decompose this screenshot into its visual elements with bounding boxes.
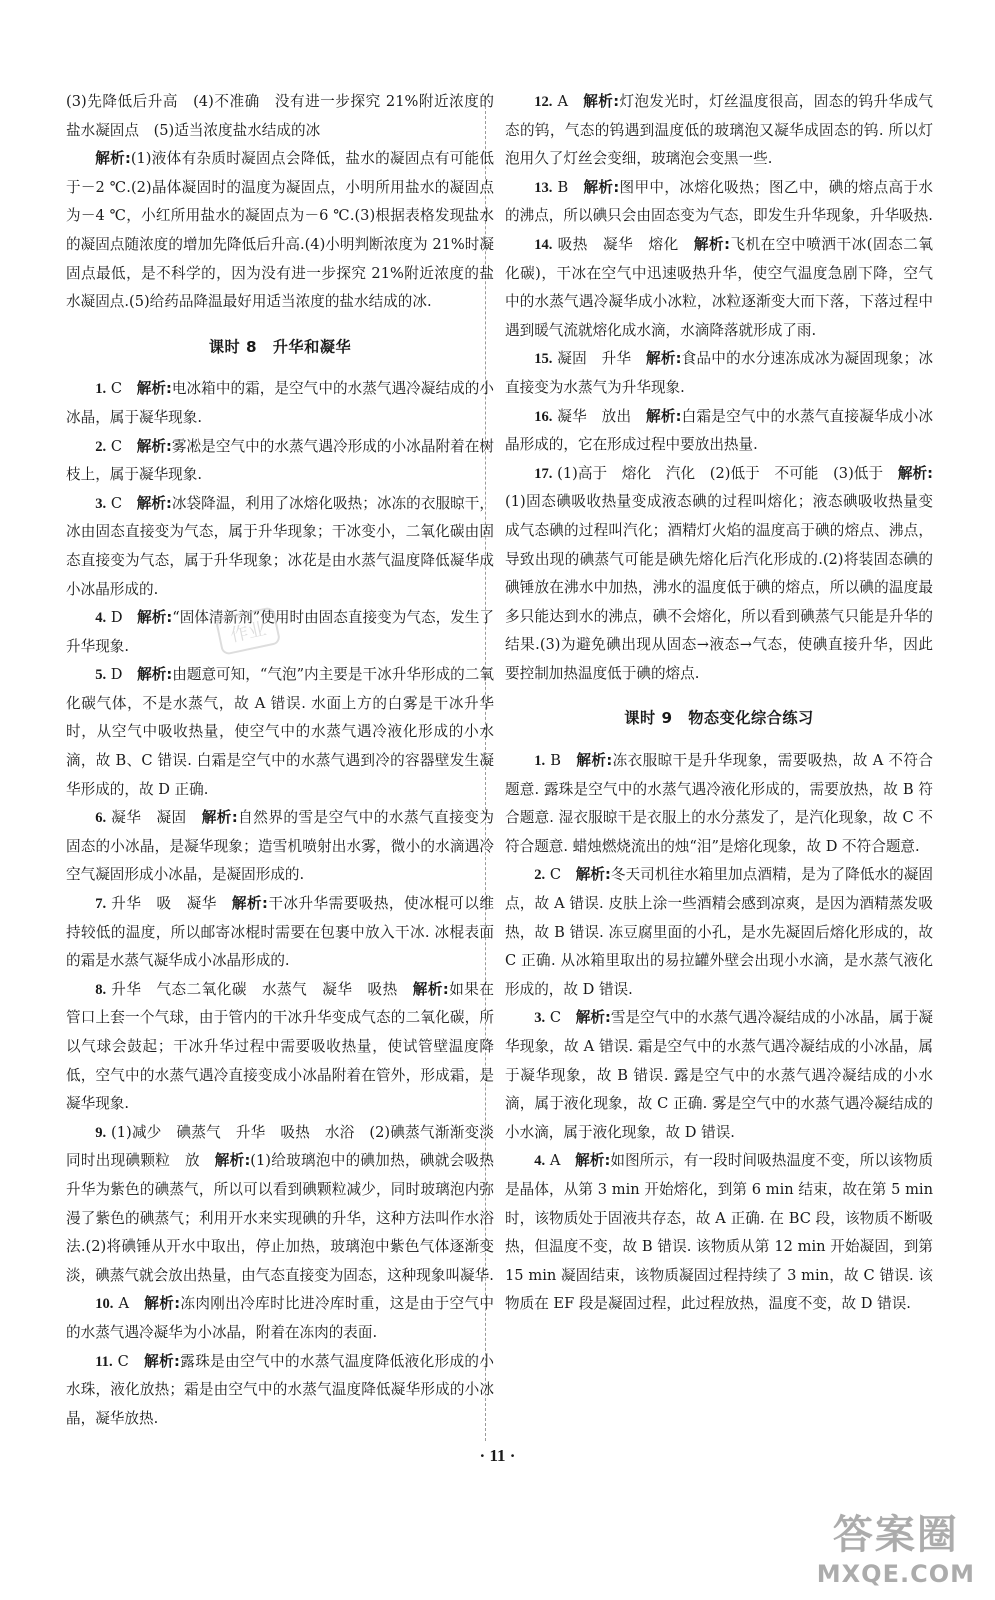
question-item: 4. A 解析:如图所示，有一段时间吸热温度不变，所以该物质是晶体，从第 3 min 开始熔化，到第 6 min 结束，故在第 5 min 时，该物质处于固液共存态，故 A 正确. 在 BC 段，该物质不断吸热，但温度不变，故 B 错误. 该物质从第 12 min 开始凝固，到第 15 min 凝固结束，该物质凝固过程持续了 3 min，故 C 错误. 该物质在 EF 段是凝固过程，此过程放热，温度不变，故 D 错误. bbox=[505, 1152, 933, 1313]
question-item: 2. C 解析:雾凇是空气中的水蒸气遇冷形成的小冰晶附着在树枝上，属于凝华现象. bbox=[66, 437, 494, 484]
question-item: 8. 升华 气态二氧化碳 水蒸气 凝华 吸热 解析:如果在管口上套一个气球，由于管内的干冰升华变成气态的二氧化碳，所以气球会鼓起；干冰升华过程中需要吸收热量，使试管壁温度降低，空气中的水蒸气遇冷直接变成小冰晶附着在管外，形成霜，是凝华现象. bbox=[66, 980, 494, 1113]
question-item: 13. B 解析:图甲中，冰熔化吸热；图乙中，碘的熔点高于水的沸点，所以碘只会由固态变为气态，即发生升华现象，升华吸热. bbox=[505, 178, 933, 225]
question-item: 9. (1)减少 碘蒸气 升华 吸热 水浴 (2)碘蒸气渐渐变淡同时出现碘颗粒 放 解析:(1)给玻璃泡中的碘加热，碘就会吸热升华为紫色的碘蒸气，所以可以看到碘颗粒减少，同时玻璃泡内弥漫了紫色的碘蒸气；利用开水来实现碘的升华，这种方法叫作水浴法.(2)将碘锤从开水中取出，停止加热，玻璃泡中紫色气体逐渐变淡，碘蒸气就会放出热量，由气态直接变为固态，这种现象叫凝华. bbox=[66, 1123, 494, 1284]
left-column bbox=[66, 88, 494, 1433]
question-item: 12. A 解析:灯泡发光时，灯丝温度很高，固态的钨升华成气态的钨，气态的钨遇到温度低的玻璃泡又凝华成固态的钨. 所以灯泡用久了灯丝会变细，玻璃泡会变黑一些. bbox=[505, 93, 933, 168]
question-item: 11. C 解析:露珠是由空气中的水蒸气温度降低液化形成的小水珠，液化放热；霜是由空气中的水蒸气温度降低凝华形成的小冰晶，凝华放热. bbox=[66, 1352, 494, 1427]
question-item: 7. 升华 吸 凝华 解析:干冰升华需要吸热，使冰棍可以维持较低的温度，所以邮寄冰棍时需要在包裹中放入干冰. 冰棍表面的霜是水蒸气凝华成小冰晶形成的. bbox=[66, 895, 494, 970]
intro-analysis: 解析:(1)液体有杂质时凝固点会降低，盐水的凝固点有可能低于－2 ℃.(2)晶体凝固时的温度为凝固点，小明所用盐水的凝固点为－4 ℃，小红所用盐水的凝固点为－6 ℃.(3)根据表格发现盐水的凝固点随浓度的增加先降低后升高.(4)小明判断浓度为 21%时凝固点最低，是不科学的，因为没有进一步探究 21%附近浓度的盐水凝固点.(5)给药品降温最好用适当浓度的盐水结成的冰. bbox=[66, 150, 494, 311]
section-heading-8: 课时 8 升华和凝华 bbox=[208, 337, 352, 356]
analysis-label: 解析: bbox=[95, 150, 131, 168]
question-item: 3. C 解析:冰袋降温，利用了冰熔化吸热；冰冻的衣服晾干，冰由固态直接变为气态，属于升华现象；干冰变小，二氧化碳由固态直接变为气态，属于升华现象；冰花是由水蒸气温度降低凝华成小冰晶形成的. bbox=[66, 494, 494, 598]
question-item: 16. 凝华 放出 解析:白霜是空气中的水蒸气直接凝华成小冰晶形成的，它在形成过程中要放出热量. bbox=[505, 407, 933, 454]
question-item: 5. D 解析:由题意可知，“气泡”内主要是干冰升华形成的二氧化碳气体，不是水蒸气，故 A 错误. 水面上方的白雾是干冰升华时，从空气中吸收热量，使空气中的水蒸气遇冷液化形成的小水滴，故 B、C 错误. 白霜是空气中的水蒸气遇到冷的容器壁发生凝华形成的，故 D 正确. bbox=[66, 666, 494, 798]
watermark-logo: 答案圈 MXQE.COM bbox=[816, 1512, 975, 1588]
question-item: 6. 凝华 凝固 解析:自然界的雪是空气中的水蒸气直接变为固态的小冰晶，是凝华现象；造雪机喷射出水雾，微小的水滴遇冷空气凝固形成小冰晶，是凝固形成的. bbox=[66, 809, 494, 884]
intro-answer: (3)先降低后升高 (4)不准确 没有进一步探究 21%附近浓度的盐水凝固点 (5)适当浓度盐水结成的冰 bbox=[66, 93, 494, 139]
question-item: 17. (1)高于 熔化 汽化 (2)低于 不可能 (3)低于 解析:(1)固态碘吸收热量变成液态碘的过程叫熔化；液态碘吸收热量变成气态碘的过程叫汽化；酒精灯火焰的温度高于碘的熔点、沸点，导致出现的碘蒸气可能是碘先熔化后汽化形成的.(2)将装固态碘的碘锤放在沸水中加热，沸水的温度低于碘的熔点，所以碘的温度最多只能达到水的沸点，碘不会熔化，所以看到碘蒸气只能是升华的结果.(3)为避免碘出现从固态→液态→气态，使碘直接升华，因此要控制加热温度低于碘的熔点. bbox=[505, 464, 933, 682]
question-item: 15. 凝固 升华 解析:食品中的水分速冻成冰为凝固现象；冰直接变为水蒸气为升华现象. bbox=[505, 350, 933, 396]
right-column bbox=[505, 88, 933, 1319]
section-heading-9: 课时 9 物态变化综合练习 bbox=[624, 709, 814, 728]
watermark-stamp: 作业 bbox=[215, 606, 282, 656]
question-item: 1. C 解析:电冰箱中的霜，是空气中的水蒸气遇冷凝结成的小冰晶，属于凝华现象. bbox=[66, 380, 494, 426]
question-item: 4. D 解析:“固体清新剂”使用时由固态直接变为气态，发生了升华现象. bbox=[66, 609, 494, 655]
question-item: 10. A 解析:冻肉刚出冷库时比进冷库时重，这是由于空气中的水蒸气遇冷凝华为小冰晶，附着在冻肉的表面. bbox=[66, 1295, 494, 1341]
page-number: · 11 · bbox=[479, 1446, 516, 1465]
question-item: 3. C 解析:雪是空气中的水蒸气遇冷凝结成的小冰晶，属于凝华现象，故 A 错误. 霜是空气中的水蒸气遇冷凝结成的小冰晶，属于凝华现象，故 B 错误. 露是空气中的水蒸气遇冷凝结成的小水滴，属于液化现象，故 C 正确. 雾是空气中的水蒸气遇冷凝结成的小水滴，属于液化现象，故 D 错误. bbox=[505, 1009, 933, 1141]
question-item: 1. B 解析:冻衣服晾干是升华现象，需要吸热，故 A 不符合题意. 露珠是空气中的水蒸气遇冷液化形成的，需要放热，故 B 符合题意. 湿衣服晾干是衣服上的水分蒸发了，是汽化现象，故 C 不符合题意. 蜡烛燃烧流出的烛“泪”是熔化现象，故 D 不符合题意. bbox=[505, 752, 933, 855]
question-item: 2. C 解析:冬天司机往水箱里加点酒精，是为了降低水的凝固点，故 A 错误. 皮肤上涂一些酒精会感到凉爽，是因为酒精蒸发吸热，故 B 错误. 冻豆腐里面的小孔，是水先凝固后熔化形成的，故 C 正确. 从冰箱里取出的易拉罐外壁会出现小水滴，是水蒸气液化形成的，故 D 错误. bbox=[505, 866, 933, 998]
question-item: 14. 吸热 凝华 熔化 解析:飞机在空中喷洒干冰(固态二氧化碳)，干冰在空气中迅速吸热升华，使空气温度急剧下降，空气中的水蒸气遇冷凝华成小冰粒，冰粒逐渐变大而下落，下落过程中遇到暖气流就熔化成水滴，水滴降落就形成了雨. bbox=[505, 235, 933, 339]
